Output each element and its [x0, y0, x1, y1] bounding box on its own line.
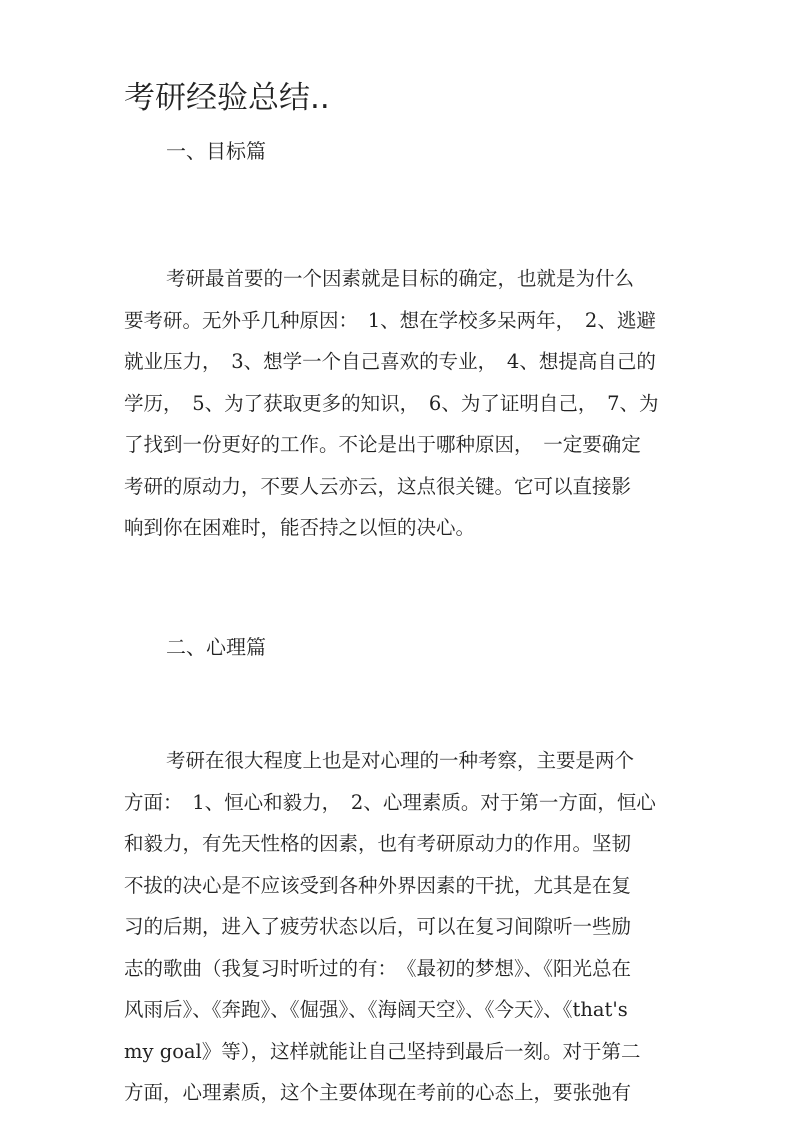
paragraph-line: 响到你在困难时，能否持之以恒的决心。 [124, 516, 476, 539]
paragraph-line: 习的后期，进入了疲劳状态以后，可以在复习间隙听一些励 [124, 915, 632, 938]
paragraph-line: 就业压力， 3、想学一个自己喜欢的专业， 4、想提高自己的 [124, 350, 656, 373]
paragraph-line: 考研的原动力，不要人云亦云，这点很关键。它可以直接影 [124, 474, 632, 498]
paragraph-line: 和毅力，有先天性格的因素，也有考研原动力的作用。坚韧 [124, 832, 632, 855]
paragraph-line: 方面，心理素质，这个主要体现在考前的心态上，要张弛有 [124, 1081, 632, 1104]
paragraph-goal [124, 258, 684, 549]
section-heading-goal: 一、目标篇 [166, 139, 266, 163]
paragraph-line: 了找到一份更好的工作。不论是出于哪种原因， 一定要确定 [124, 433, 641, 456]
paragraph-line: 志的歌曲（我复习时听过的有： 《最初的梦想》、《阳光总在 [124, 956, 632, 980]
paragraph-line: 考研最首要的一个因素就是目标的确定，也就是为什么 [166, 267, 635, 290]
paragraph-line: my goal》等），这样就能让自己坚持到最后一刻。对于第二 [124, 1039, 641, 1063]
paragraph-line: 方面： 1、恒心和毅力， 2、心理素质。对于第一方面，恒心 [124, 790, 656, 814]
document-title: 考研经验总结.. [124, 80, 330, 116]
paragraph-line: 要考研。无外乎几种原因： 1、想在学校多呆两年， 2、逃避 [124, 308, 656, 332]
paragraph-line: 学历， 5、为了获取更多的知识， 6、为了证明自己， 7、为 [124, 391, 659, 415]
section-heading-mind: 二、心理篇 [166, 635, 266, 659]
paragraph-mind [124, 740, 684, 1114]
paragraph-line: 不拔的决心是不应该受到各种外界因素的干扰，尤其是在复 [124, 873, 632, 897]
paragraph-line: 风雨后》、《奔跑》、《倔强》、《海阔天空》、《今天》、《that's [124, 998, 628, 1021]
paragraph-line: 考研在很大程度上也是对心理的一种考察，主要是两个 [166, 749, 635, 772]
